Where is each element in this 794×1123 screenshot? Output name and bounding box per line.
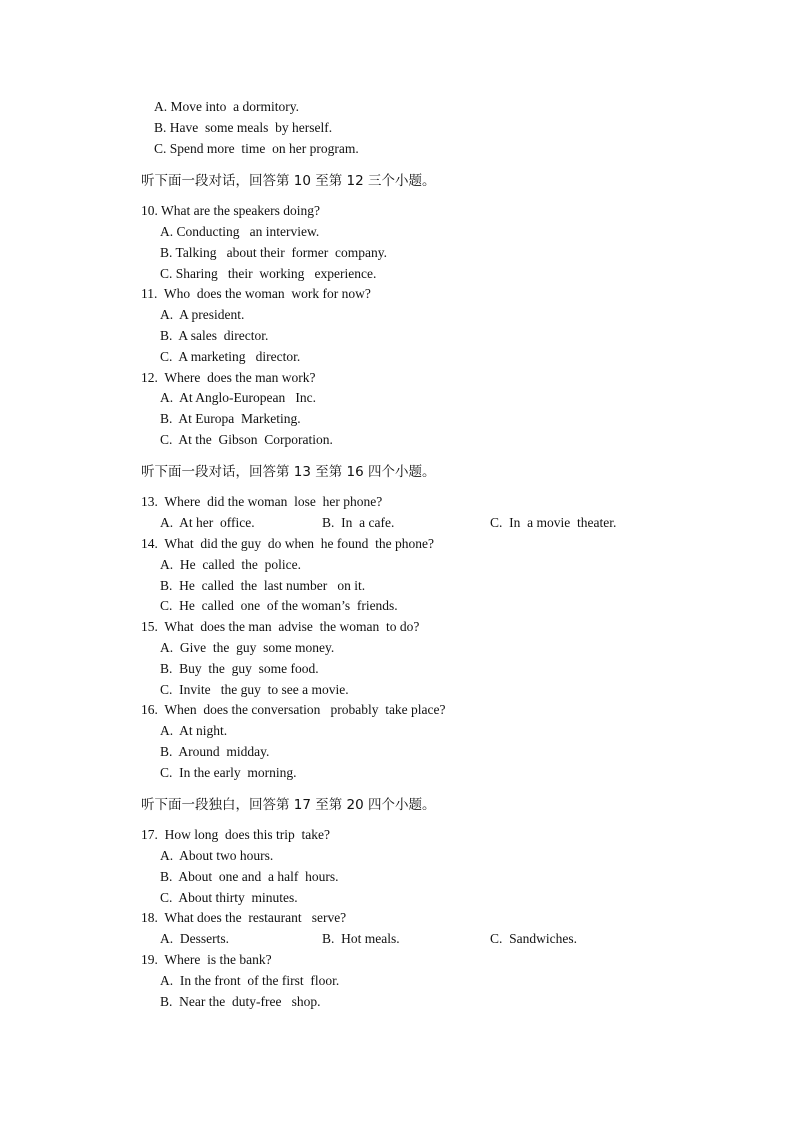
section-heading-10-12: 听下面一段对话，回答第 10 至第 12 三个小题。 — [141, 173, 436, 189]
q17-option-b: B. About one and a half hours. — [160, 869, 339, 884]
q15-stem: 15. What does the man advise the woman to do? — [141, 619, 420, 634]
q14-option-a: A. He called the police. — [160, 557, 301, 572]
q11-stem: 11. Who does the woman work for now? — [141, 286, 371, 301]
q13-stem: 13. Where did the woman lose her phone? — [141, 494, 383, 509]
q9-option-a: A. Move into a dormitory. — [154, 99, 299, 114]
q12-option-b: B. At Europa Marketing. — [160, 411, 301, 426]
q10-option-a: A. Conducting an interview. — [160, 224, 320, 239]
q16-option-c: C. In the early morning. — [160, 765, 297, 780]
q18-option-a: A. Desserts. — [160, 931, 229, 946]
q10-stem: 10. What are the speakers doing? — [141, 203, 320, 218]
q15-option-c: C. Invite the guy to see a movie. — [160, 682, 349, 697]
q18-stem: 18. What does the restaurant serve? — [141, 910, 347, 925]
q17-option-a: A. About two hours. — [160, 848, 274, 863]
q15-option-a: A. Give the guy some money. — [160, 640, 335, 655]
q17-stem: 17. How long does this trip take? — [141, 827, 330, 842]
q12-option-c: C. At the Gibson Corporation. — [160, 432, 333, 447]
q16-option-b: B. Around midday. — [160, 744, 270, 759]
q10-option-c: C. Sharing their working experience. — [160, 266, 377, 281]
q18-option-c: C. Sandwiches. — [490, 931, 577, 946]
q17-option-c: C. About thirty minutes. — [160, 890, 298, 905]
q12-option-a: A. At Anglo-European Inc. — [160, 390, 316, 405]
q11-option-b: B. A sales director. — [160, 328, 269, 343]
q13-option-b: B. In a cafe. — [322, 515, 395, 530]
q14-stem: 14. What did the guy do when he found the phone? — [141, 536, 434, 551]
q9-option-c: C. Spend more time on her program. — [154, 141, 359, 156]
q10-option-b: B. Talking about their former company. — [160, 245, 388, 260]
q13-option-a: A. At her office. — [160, 515, 255, 530]
section-heading-13-16: 听下面一段对话，回答第 13 至第 16 四个小题。 — [141, 464, 436, 480]
q16-option-a: A. At night. — [160, 723, 228, 738]
q14-option-b: B. He called the last number on it. — [160, 578, 366, 593]
q11-option-a: A. A president. — [160, 307, 245, 322]
q14-option-c: C. He called one of the woman’s friends. — [160, 598, 398, 613]
q19-stem: 19. Where is the bank? — [141, 952, 272, 967]
q13-option-c: C. In a movie theater. — [490, 515, 617, 530]
q15-option-b: B. Buy the guy some food. — [160, 661, 319, 676]
q9-option-b: B. Have some meals by herself. — [154, 120, 333, 135]
q19-option-b: B. Near the duty-free shop. — [160, 994, 321, 1009]
q12-stem: 12. Where does the man work? — [141, 370, 316, 385]
q19-option-a: A. In the front of the first floor. — [160, 973, 340, 988]
q16-stem: 16. When does the conversation probably take place? — [141, 702, 446, 717]
section-heading-17-20: 听下面一段独白，回答第 17 至第 20 四个小题。 — [141, 797, 436, 813]
q18-option-b: B. Hot meals. — [322, 931, 400, 946]
q11-option-c: C. A marketing director. — [160, 349, 301, 364]
